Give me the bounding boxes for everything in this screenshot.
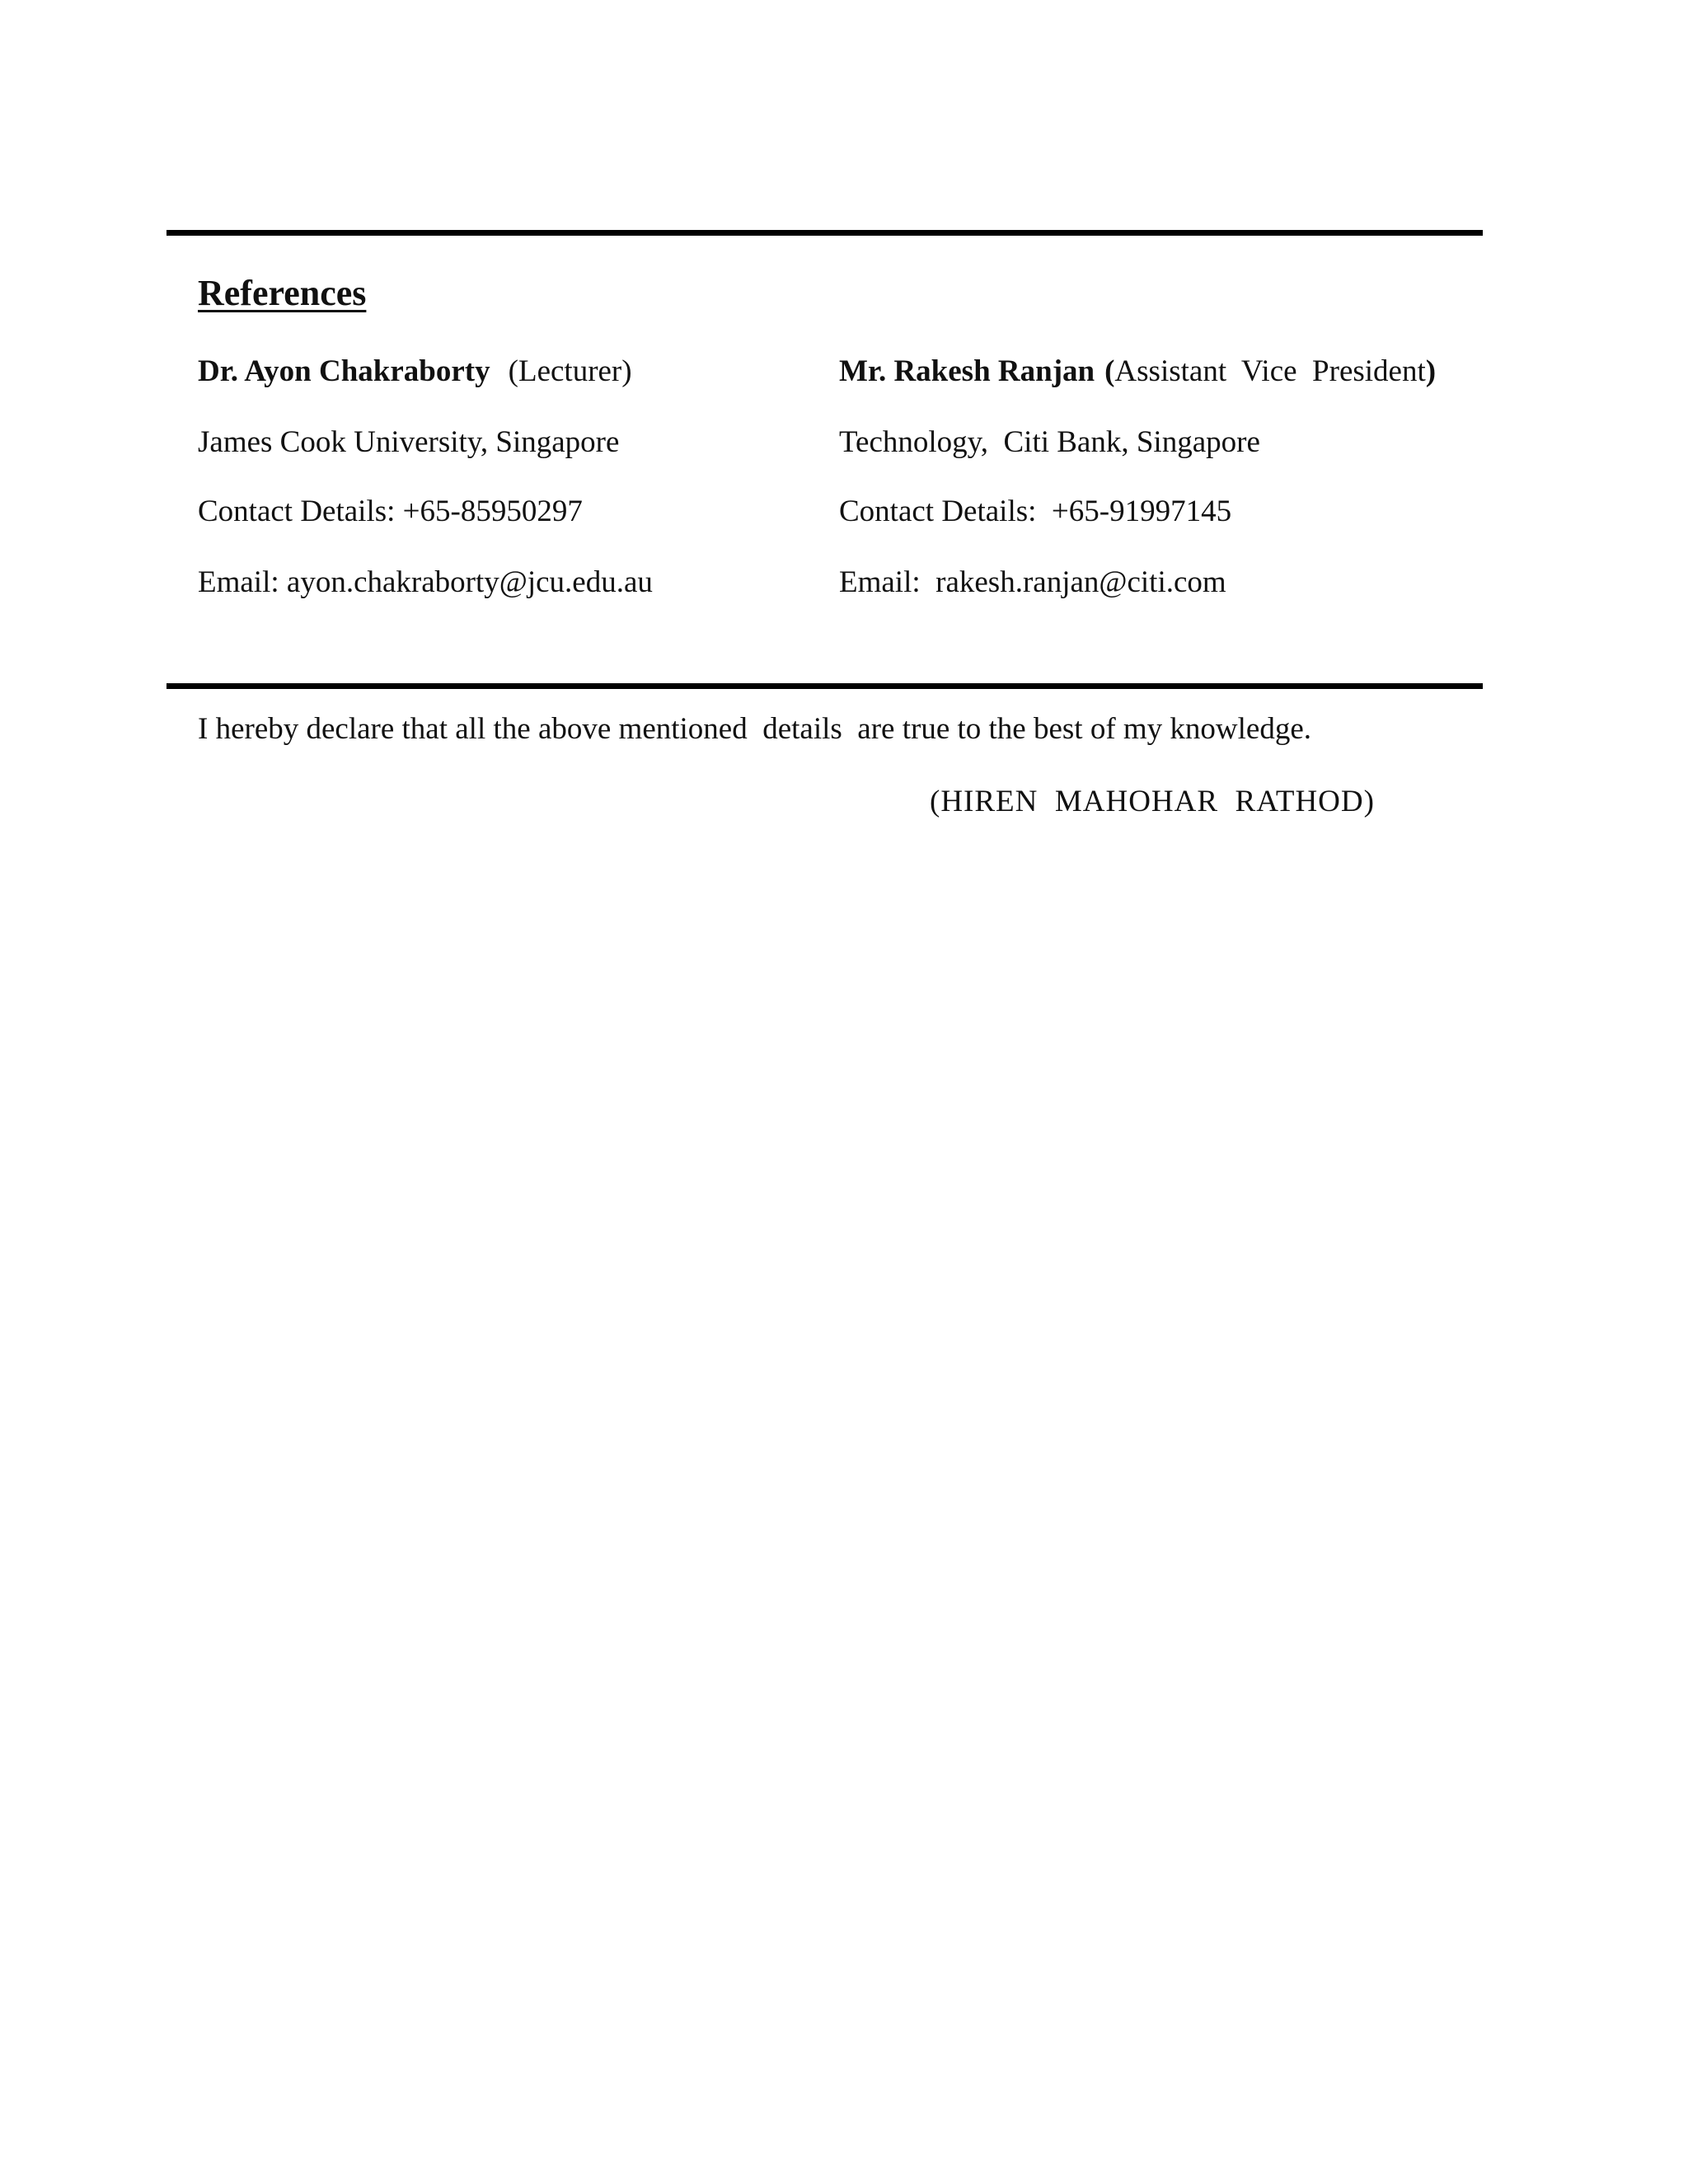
top-divider bbox=[166, 230, 1483, 236]
reference-left-title: (Lecturer) bbox=[508, 354, 632, 388]
reference-right-name: Mr. Rakesh Ranjan bbox=[839, 354, 1095, 388]
reference-right-name-line bbox=[839, 356, 1436, 387]
reference-left-contact: Contact Details: +65-85950297 bbox=[198, 494, 583, 528]
reference-right-title-close: ) bbox=[1425, 354, 1437, 388]
reference-left-name: Dr. Ayon Chakraborty bbox=[198, 354, 490, 388]
reference-right-title: Assistant Vice President bbox=[1114, 354, 1426, 388]
references-heading: References bbox=[198, 273, 367, 313]
reference-left-organization: James Cook University, Singapore bbox=[198, 425, 620, 459]
reference-right-email: Email: rakesh.ranjan@citi.com bbox=[839, 565, 1226, 599]
reference-left-email: Email: ayon.chakraborty@jcu.edu.au bbox=[198, 565, 653, 599]
reference-left-name-line bbox=[198, 356, 632, 387]
reference-right-contact: Contact Details: +65-91997145 bbox=[839, 494, 1232, 528]
declaration-text: I hereby declare that all the above mentioned details are true to the best of my knowledge. bbox=[198, 712, 1312, 746]
reference-right-title-open: ( bbox=[1104, 354, 1115, 388]
reference-right-organization: Technology, Citi Bank, Singapore bbox=[839, 425, 1260, 459]
signature-name: (HIREN MAHOHAR RATHOD) bbox=[930, 785, 1375, 818]
bottom-divider bbox=[166, 683, 1483, 689]
